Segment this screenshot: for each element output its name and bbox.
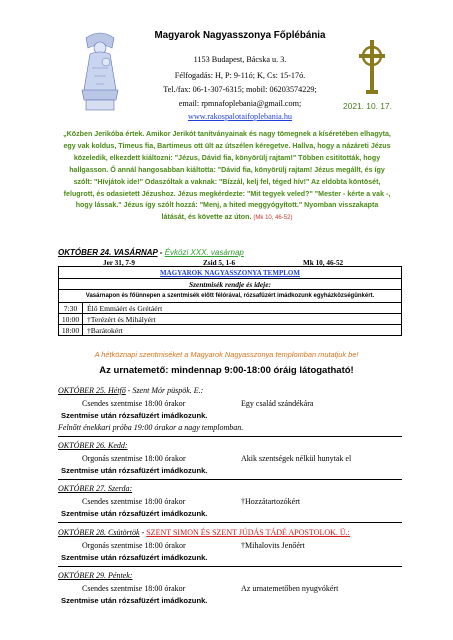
day-mass: Orgonás szentmise 18:00 órakor	[82, 541, 186, 550]
mass-time: 7:30	[59, 303, 83, 313]
gospel-reference: (Mk 10, 46-52)	[253, 215, 293, 222]
mass-intention: †Terézért és Mihályért	[87, 314, 156, 324]
day-divider	[58, 436, 402, 437]
table-church-row	[59, 267, 401, 278]
day-date: OKTÓBER 26. Kedd:	[58, 441, 128, 450]
day-heading	[58, 571, 132, 580]
madonna-statue-image	[72, 28, 128, 114]
day-rosary: Szentmise után rózsafüzért imádkozunk.	[61, 553, 208, 562]
gospel-quote	[63, 129, 391, 225]
email-line: email: rpmnafoplebania@gmail.com;	[178, 99, 302, 108]
table-row	[59, 313, 401, 324]
schedule-subtitle: Szentmisék rendje és ideje:	[189, 279, 271, 289]
day-mass: Orgonás szentmise 18:00 órakor	[82, 454, 186, 463]
gospel-quote-text: „Közben Jerikóba értek. Amikor Jerikót tanítványainak és nagy tömegnek a kíséretében elhagyta, egy vak koldus, Timeus fia, Bartimeus ott ült az útszélen kéregetve. Hallva, hogy a názáreti Jézus közeledik, elkezdett kiáltozni: "Jézus, Dávid fia, könyörülj rajtam!" Többen csitították, hogy hallgasson. Ő annál hangosabban kiáltotta: "Dávid fia, könyörülj rajtam! Jézus megállt, és így szólt: "Hívjátok ide!" Odaszóltak a vaknak: "Bízzál, kelj fel, téged hív!" Az eldobta köntösét, felugrott, és odasietett Jézushoz. Jézus megkérdezte: "Mit tegyek veled?" "Mester - kérte a vak -, hogy lássak." Jézus így szólt hozzá: "Menj, a hited meggyógyított." Nyomban visszakapta látását, és követte az úton.	[63, 130, 391, 222]
day-date: OKTÓBER 28. Csütörtök	[58, 528, 140, 537]
day-date: OKTÓBER 29. Péntek:	[58, 571, 133, 580]
day-date: OKTÓBER 27. Szerda:	[58, 484, 133, 493]
day-extra: Felnőtt énekkari próba 19:00 órakor a nagy templomban.	[58, 423, 244, 432]
day-heading	[58, 441, 128, 450]
urn-cemetery-note: Az urnatemető: mindennap 9:00-18:00 óráig látogatható!	[99, 365, 354, 376]
table-row	[59, 302, 401, 313]
table-subtitle-row	[59, 278, 401, 289]
mass-intention: †Barátokért	[87, 325, 123, 335]
mass-time: 18:00	[59, 325, 83, 335]
parish-address: 1153 Budapest, Bácska u. 3.	[193, 55, 287, 64]
celtic-cross-icon	[356, 38, 388, 96]
day-divider	[58, 479, 402, 480]
day-mass: Csendes szentmise 18:00 órakor	[82, 399, 186, 408]
day-date: OKTÓBER 25. Hétfő	[58, 386, 126, 395]
sunday-separator: -	[157, 248, 165, 257]
day-divider	[58, 566, 402, 567]
day-intention: Akik szentségek nélkül hunytak el	[241, 454, 352, 463]
day-divider	[58, 522, 402, 523]
reading-gospel: Mk 10, 46-52	[303, 259, 344, 267]
sunday-heading	[58, 248, 244, 257]
day-heading	[58, 484, 132, 493]
website-link[interactable]: www.rakospalotaifoplebania.hu	[187, 112, 293, 121]
table-note-row	[59, 289, 401, 302]
bulletin-date: 2021. 10. 17.	[343, 101, 392, 111]
day-rosary: Szentmise után rózsafüzért imádkozunk.	[61, 411, 208, 420]
parish-title: Magyarok Nagyasszonya Főplébánia	[154, 30, 326, 41]
day-intention: Az urnatemetőben nyugvókért	[241, 584, 339, 593]
day-rosary: Szentmise után rózsafüzért imádkozunk.	[61, 466, 208, 475]
weekday-masses-note: A hétköznapi szentmiséket a Magyarok Nagyasszonya templomban mutatjuk be!	[94, 350, 359, 359]
sunday-date: OKTÓBER 24. VASÁRNAP	[58, 248, 158, 257]
day-heading	[58, 386, 203, 395]
day-saint: - Szent Mór püspök. E.:	[125, 386, 204, 395]
table-row	[59, 324, 401, 335]
liturgical-day: Évközi XXX. vasárnap	[164, 248, 244, 257]
reading-first: Jer 31, 7-9	[103, 259, 136, 267]
mass-time: 10:00	[59, 314, 83, 324]
church-name: MAGYAROK NAGYASSZONYA TEMPLOM	[160, 268, 300, 277]
day-feast: SZENT SIMON ÉS SZENT JÚDÁS TÁDÉ APOSTOLOK. Ü.:	[146, 528, 350, 537]
phone-line: Tel./fax: 06-1-307-6315; mobil: 06203574229;	[163, 85, 317, 94]
mass-intention: Élő Emmáért és Grétáért	[87, 303, 163, 313]
day-heading: OKTÓBER 28. Csütörtök - SZENT SIMON ÉS SZENT JÚDÁS TÁDÉ APOSTOLOK. Ü.:	[58, 528, 350, 537]
office-hours: Félfogadás: H, P: 9-11ó; K, Cs: 15-17ó.	[174, 71, 306, 80]
day-rosary: Szentmise után rózsafüzért imádkozunk.	[61, 596, 208, 605]
day-mass: Csendes szentmise 18:00 órakor	[82, 497, 186, 506]
reading-second: Zsid 5, 1-6	[203, 259, 236, 267]
sunday-mass-table	[58, 266, 402, 336]
day-intention: †Mihalovits Jenőért	[241, 541, 305, 550]
rosary-note: Vasárnapon és főünnepen a szentmisék előtt félórával, rózsafüzért imádkozunk egyházközségünkért.	[85, 293, 375, 299]
day-mass: Csendes szentmise 18:00 órakor	[82, 584, 186, 593]
day-rosary: Szentmise után rózsafüzért imádkozunk.	[61, 509, 208, 518]
day-intention: Egy család szándékára	[241, 399, 314, 408]
day-intention: †Hozzátartozókért	[241, 497, 301, 506]
